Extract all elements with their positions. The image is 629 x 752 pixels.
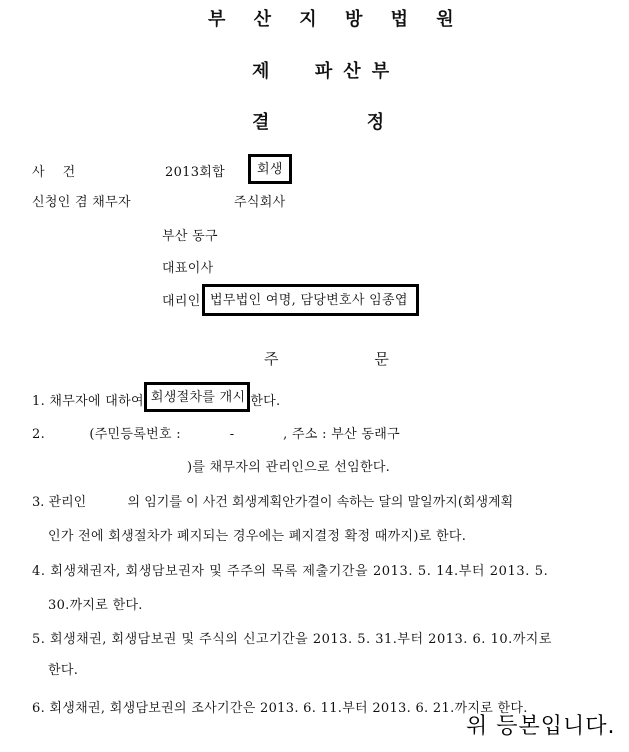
court-name: 부 산 지 방 법 원 — [208, 9, 465, 30]
case-label: 사 건 — [32, 165, 76, 180]
order-item-4-line-2: 30.까지로 한다. — [48, 598, 143, 613]
applicant-address: 부산 동구 — [162, 229, 218, 244]
order-item-6-line-1: 6. 회생채권, 회생담보권의 조사기간은 2013. 6. 11.부터 2013. 6. 21.까지로 한다. — [32, 701, 528, 716]
case-type-box — [248, 154, 292, 184]
order-item-3-line-1: 3. 관리인 의 임기를 이 사건 회생계획안가결이 속하는 달의 말일까지(회생계획 — [32, 495, 514, 510]
order-item-1-prefix: 1. 채무자에 대하여 — [32, 394, 144, 409]
document-type: 결 정 — [252, 112, 396, 133]
agent-label: 대리인 — [162, 294, 201, 309]
order-heading: 주 문 — [264, 350, 401, 368]
order-item-4-line-1: 4. 회생채권자, 회생담보권자 및 주주의 목록 제출기간을 2013. 5. 14.부터 2013. 5. — [32, 564, 549, 579]
certification-stamp: 위 등본입니다. — [466, 714, 616, 739]
order-item-2-line-1: 2. (주민등록번호 : - , 주소 : 부산 동래구 — [32, 427, 401, 442]
applicant-label: 신청인 겸 채무자 — [32, 195, 131, 210]
applicant-company: 주식회사 — [234, 195, 286, 210]
order-item-1 — [32, 391, 280, 412]
order-item-3-line-2: 인가 전에 회생절차가 폐지되는 경우에는 폐지결정 확정 때까지)로 한다. — [48, 529, 467, 544]
order-item-2-line-2: )를 채무자의 관리인으로 선임한다. — [187, 460, 391, 475]
order-item-5-line-2: 한다. — [48, 663, 79, 678]
ceo-label: 대표이사 — [162, 261, 214, 276]
agent-box — [202, 284, 419, 316]
agent-value: 법무법인 여명, 담당변호사 임종엽 — [202, 284, 419, 316]
case-type: 회생 — [248, 154, 292, 184]
order-item-1-suffix: 한다. — [250, 394, 281, 409]
division-name: 제 파산부 — [252, 61, 401, 82]
case-number: 2013회합 — [165, 165, 225, 180]
order-item-5-line-1: 5. 회생채권, 회생담보권 및 주식의 신고기간을 2013. 5. 31.부터 2013. 6. 10.까지로 — [32, 632, 552, 647]
order-item-1-boxed: 회생절차를 개시 — [144, 382, 250, 412]
